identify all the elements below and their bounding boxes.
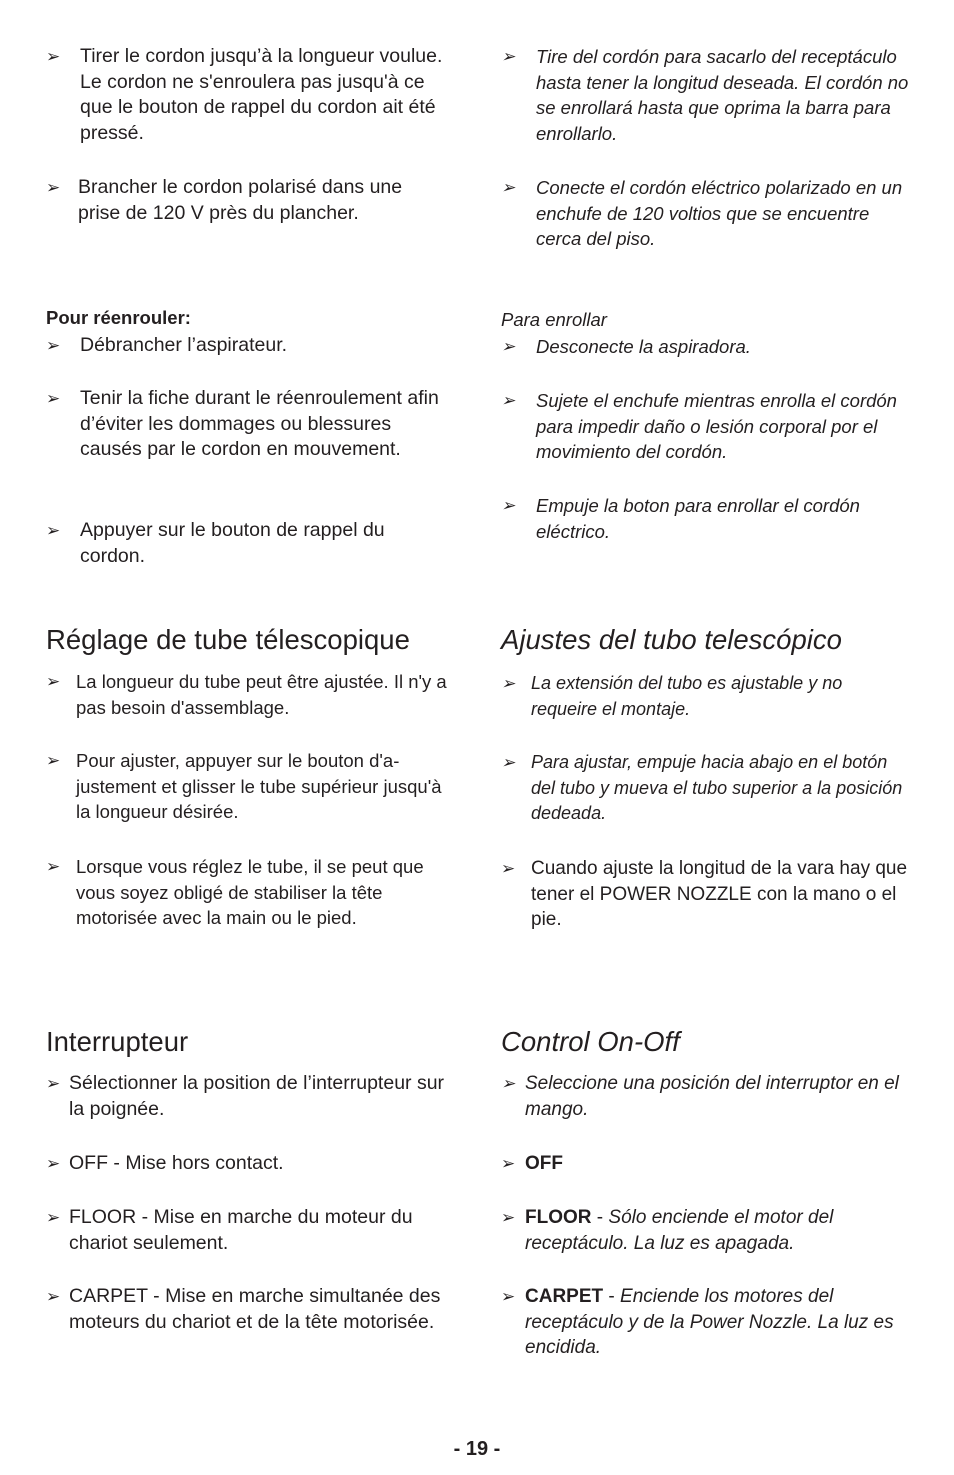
switch-step-text: Seleccione una posición del interruptor en el mango. [525, 1073, 899, 1120]
switch-floor-description: Sólo enciende el motor del receptáculo. La luz es apagada. [525, 1207, 834, 1254]
list-item [46, 386, 446, 463]
cord-step-text: Brancher le cordon polarisé dans une prise de 120 V près du plancher. [78, 176, 403, 224]
switch-floor-key: FLOOR [525, 1207, 592, 1228]
tube-step-text: La extensión del tubo es ajustable y no requeire el montaje. [531, 673, 843, 719]
arrow-bullet-icon: ➢ [46, 672, 61, 691]
arrow-bullet-icon: ➢ [501, 674, 516, 693]
section-heading: Ajustes del tubo telescópico [501, 624, 842, 655]
switch-carpet-text-block [501, 1284, 915, 1361]
section-heading: Control On-Off [501, 1026, 680, 1057]
arrow-bullet-icon: ➢ [46, 336, 61, 355]
arrow-bullet-icon: ➢ [501, 753, 516, 772]
cord-step-text: Conecte el cordón eléctrico polarizado en un enchufe de 120 voltios que se encuentre cerca del piso. [536, 177, 903, 249]
switch-step-text: FLOOR - Mise en marche du moteur du chariot seulement. [69, 1206, 413, 1254]
list-item [501, 1071, 915, 1122]
rewind-step-text: Débrancher l’aspirateur. [80, 334, 288, 356]
rewind-step-text: Appuyer sur le bouton de rappel du cordon. [80, 519, 385, 567]
arrow-bullet-icon: ➢ [501, 178, 516, 197]
arrow-bullet-icon: ➢ [501, 1287, 516, 1306]
rewind-step-text: Empuje la boton para enrollar el cordón eléctrico. [536, 495, 860, 542]
arrow-bullet-icon: ➢ [501, 1074, 516, 1093]
switch-floor-separator: - [591, 1207, 609, 1228]
list-item [501, 671, 911, 722]
list-item [46, 175, 446, 226]
arrow-bullet-icon: ➢ [46, 1208, 61, 1227]
tube-step-text: Pour ajuster, appuyer sur le bouton d'ajustement et glisser le tube supérieur jusqu'à la longueur désirée. [76, 750, 442, 822]
rewind-label: Pour réenrouler: [46, 307, 191, 328]
arrow-bullet-icon: ➢ [501, 1208, 516, 1227]
rewind-step-text: Desconecte la aspiradora. [536, 336, 751, 357]
list-item [46, 748, 446, 825]
arrow-bullet-icon: ➢ [46, 751, 61, 770]
section-heading: Interrupteur [46, 1026, 189, 1057]
arrow-bullet-icon: ➢ [46, 389, 61, 408]
arrow-bullet-icon: ➢ [46, 857, 61, 876]
list-item [501, 750, 911, 827]
switch-carpet-description: Enciende los motores del receptáculo y de la Power Nozzle. La luz es encidida. [525, 1286, 894, 1358]
list-item [46, 669, 452, 720]
arrow-bullet-icon: ➢ [46, 1287, 61, 1306]
list-item [46, 1151, 460, 1177]
list-item [501, 493, 911, 544]
switch-step-text: Sélectionner la position de l’interrupteur sur la poignée. [69, 1072, 445, 1120]
list-item [501, 388, 915, 465]
list-item [501, 1205, 915, 1256]
arrow-bullet-icon: ➢ [46, 521, 61, 540]
switch-off-key: OFF [525, 1153, 563, 1174]
list-item [46, 1284, 460, 1335]
tube-step-text: Para ajustar, empuje hacia abajo en el botón del tubo y mueva el tubo superior a la posición dedeada. [531, 752, 903, 823]
arrow-bullet-icon: ➢ [46, 47, 61, 66]
list-item [501, 1284, 915, 1361]
list-item [501, 175, 911, 252]
rewind-label: Para enrollar [501, 309, 607, 330]
switch-step-text: OFF - Mise hors contact. [69, 1152, 284, 1174]
rewind-step-text: Tenir la fiche durant le réenroulement afin d’éviter les dommages ou blessures causés par le cordon en mouvement. [80, 387, 439, 460]
arrow-bullet-icon: ➢ [46, 1154, 61, 1173]
list-item [46, 1071, 460, 1122]
arrow-bullet-icon: ➢ [46, 1074, 61, 1093]
section-heading: Réglage de tube télescopique [46, 624, 410, 655]
tube-step-text: La longueur du tube peut être ajustée. Il n'y a pas besoin d'assemblage. [76, 671, 447, 718]
arrow-bullet-icon: ➢ [501, 496, 516, 515]
switch-floor-text-block [501, 1205, 915, 1256]
arrow-bullet-icon: ➢ [501, 1154, 516, 1173]
arrow-bullet-icon: ➢ [501, 337, 516, 356]
switch-carpet-key: CARPET [525, 1286, 604, 1307]
cord-step-text: Tire del cordón para sacarlo del receptáculo hasta tener la longitud deseada. El cordón no se enrollará hasta que oprima la barra para enrollarlo. [536, 46, 909, 144]
list-item [501, 334, 911, 360]
switch-step-text: CARPET - Mise en marche simultanée des moteurs du chariot et de la tête motorisée. [69, 1285, 441, 1333]
list-item [46, 518, 446, 569]
tube-step-text: Cuando ajuste la longitud de la vara hay que tener el POWER NOZZLE con la mano o el pie. [531, 858, 908, 930]
tube-step-text: Lorsque vous réglez le tube, il se peut que vous soyez obligé de stabiliser la tête motorisée avec la main ou le pied. [76, 856, 424, 928]
list-item [501, 856, 911, 933]
switch-carpet-separator: - [603, 1286, 621, 1307]
arrow-bullet-icon: ➢ [501, 391, 516, 410]
cord-step-text: Tirer le cordon jusqu’à la longueur voulue. Le cordon ne s'enroulera pas jusqu'à ce que le bouton de rappel du cordon ait été pressé. [80, 45, 443, 144]
arrow-bullet-icon: ➢ [501, 47, 516, 66]
list-item [46, 44, 446, 146]
list-item [501, 1151, 915, 1177]
list-item [501, 44, 911, 146]
list-item [46, 854, 452, 931]
arrow-bullet-icon: ➢ [501, 859, 516, 878]
page-number: - 19 - [453, 1438, 501, 1460]
arrow-bullet-icon: ➢ [46, 178, 61, 197]
list-item [46, 333, 446, 359]
list-item [46, 1205, 460, 1256]
rewind-step-text: Sujete el enchufe mientras enrolla el cordón para impedir daño o lesión corporal por el movimiento del cordón. [536, 390, 897, 462]
